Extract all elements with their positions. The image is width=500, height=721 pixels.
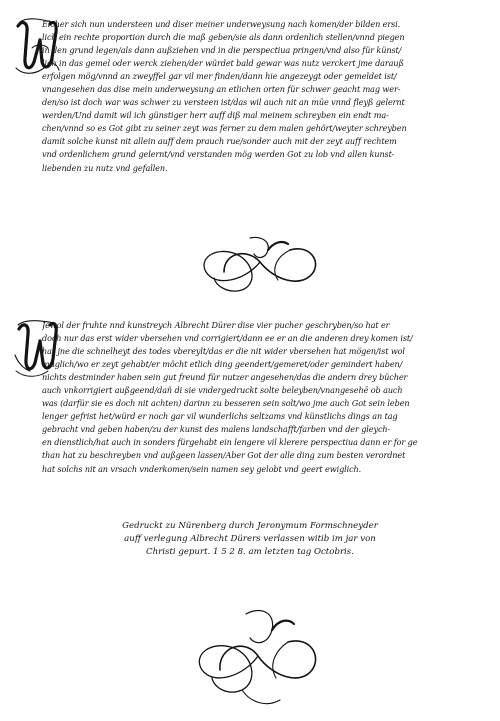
text-line: vnangesehen das dise mein underweysung an etlichen orten für schwer geacht mag wer- [42, 84, 401, 95]
calligraphic-flourish-1 [0, 228, 500, 304]
text-line: chen/vnnd so es Got gibt zu seiner zeyt was ferner zu dem malen gehört/weyter schreyben [42, 123, 407, 134]
paragraph-1 [14, 18, 476, 175]
decorated-initial-w-2 [14, 319, 60, 379]
text-line: lenger gefrist het/würd er noch gar vil wunderlichs seltzams vnd künstlichs dings an tag [42, 411, 398, 422]
decorated-initial-w-1 [14, 18, 60, 78]
text-line: en dienstlich/hat auch in sonders fürgehabt ein lengere vil klerere perspectiua dann er for ge [42, 437, 418, 448]
colophon-line: Christi gepurt. 1 5 2 8. am letzten tag Octobris. [146, 547, 354, 557]
text-line: doch nur das erst wider vbersehen vnd corrigiert/dann ee er an die anderen drey komen ist/ [42, 333, 413, 344]
text-line: Jewol der fruhte nnd kunstreych Albrecht Dürer dise vier pucher geschryben/so hat er [42, 320, 390, 330]
colophon-line: Gedruckt zu Nürenberg durch Jeronymum Formschneyder [122, 521, 378, 531]
text-line: than hat zu beschreyben vnd außgeen lassen/Aber Got der alle ding zum besten verordnet [42, 450, 406, 461]
calligraphic-flourish-2 [0, 600, 500, 718]
flourish-ornament-icon [150, 228, 350, 304]
text-line: was (darfür sie es doch nit achten) darinn zu besseren sein solt/wo jme auch Got sein leben [42, 398, 410, 409]
calligraphic-initial-icon [14, 319, 60, 379]
text-line: auch vnkorrigiert außgeend/dañ di sie vndergedruckt solte beleyben/vnangesehē ob auch [42, 385, 403, 396]
text-line: vnd ordenlichem grund gelernt/vnd verstanden mög werden Got zu lob vnd allen kunst- [42, 149, 395, 160]
text-line: Elcher sich nun understeen und diser meiner underweysung nach komen/der bilden ersi. [42, 19, 401, 29]
text-line: müglich/wo er zeyt gehabt/er möcht etlich ding geendert/gemeret/oder gemindert haben/ [42, 359, 403, 370]
text-line: lich ein rechte proportion durch die maß geben/sie als dann ordenlich stellen/vnnd piegen [42, 32, 405, 43]
colophon [0, 520, 500, 559]
text-line: werden/Und damit wil ich günstiger herr auff diß mal meinem schreyben ein endt ma- [42, 110, 389, 121]
text-line: liebenden zu nutz vnd gefallen. [42, 162, 168, 173]
text-line: lich in das gemel oder werck ziehen/der würdet bald gewar was nutz verckert jme darauß [42, 58, 404, 69]
paragraph-2-text [42, 319, 476, 476]
text-line: hat solchs nit an vrsach vnderkomen/sein namen sey gelobt vnd geert ewiglich. [42, 463, 362, 474]
text-line: nichts destminder haben sein gut freund für nutzer angesehen/das die andern drey bücher [42, 372, 408, 383]
text-line: hat jne die schnelheyt des todes vbereylt/das er die nit wider vbersehen hat mögen/ist wol [42, 346, 405, 357]
flourish-ornament-icon [150, 600, 350, 718]
colophon-line: auff verlegung Albrecht Dürers verlassen witib im jar von [124, 534, 376, 544]
paragraph-2 [14, 319, 476, 476]
calligraphic-initial-icon [14, 18, 60, 78]
text-line: erfolgen mög/vnnd an zweyffel gar vil mer finden/dann hie angezeygt oder gemeldet ist/ [42, 71, 397, 82]
paragraph-1-text [42, 18, 476, 175]
text-line: damit solche kunst nit allein auff dem prauch rue/sonder auch mit der zeyt auff rechtem [42, 136, 397, 147]
text-line: gebracht vnd geben haben/zu der kunst des malens landschafft/farben vnd der gleych- [42, 424, 391, 435]
text-line: in den grund legen/als dann außziehen vnd in die perspectiua pringen/vnd also für künst/ [42, 45, 402, 56]
text-line: den/so ist doch war was schwer zu versteen ist/das wil auch nit an müe vnnd fleyß gelernt [42, 97, 405, 108]
